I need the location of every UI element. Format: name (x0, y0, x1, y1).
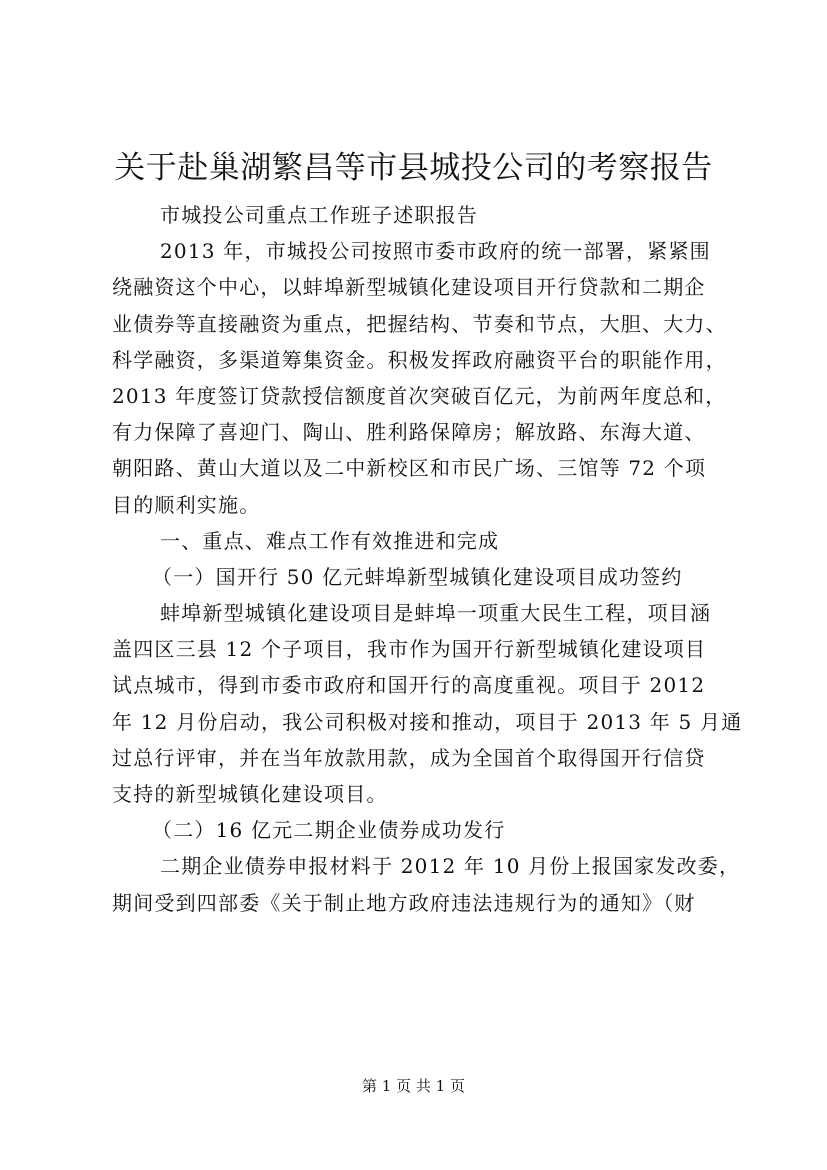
paragraph-line: 业债券等直接融资为重点，把握结构、节奏和节点，大胆、大力、 (112, 311, 727, 336)
paragraph-line: 年 12 月份启动，我公司积极对接和推动，项目于 2013 年 5 月通 (112, 709, 743, 734)
paragraph-line: 科学融资，多渠道筹集资金。积极发挥政府融资平台的职能作用， (112, 347, 727, 372)
paragraph-line: 绕融资这个中心，以蚌埠新型城镇化建设项目开行贷款和二期企 (112, 275, 706, 300)
paragraph-line: 2013 年，市城投公司按照市委市政府的统一部署，紧紧围 (160, 239, 711, 264)
document-body (112, 197, 743, 921)
paragraph-line: 过总行评审，并在当年放款用款，成为全国首个取得国开行信贷 (112, 745, 706, 770)
page-footer: 第 1 页 共 1 页 (362, 1077, 465, 1095)
document-title: 关于赴巢湖繁昌等市县城投公司的考察报告 (114, 150, 713, 186)
paragraph-line: 支持的新型城镇化建设项目。 (112, 782, 388, 806)
subsection-heading: （二）16 亿元二期企业债券成功发行 (152, 818, 506, 843)
subsection-heading: （一）国开行 50 亿元蚌埠新型城镇化建设项目成功签约 (152, 564, 683, 589)
subtitle-line: 市城投公司重点工作班子述职报告 (160, 203, 478, 227)
paragraph-line: 二期企业债券申报材料于 2012 年 10 月份上报国家发改委， (160, 854, 741, 879)
paragraph-line: 试点城市，得到市委市政府和国开行的高度重视。项目于 2012 (112, 673, 706, 698)
paragraph-line: 有力保障了喜迎门、陶山、胜利路保障房；解放路、东海大道、 (112, 420, 706, 445)
paragraph-line: 目的顺利实施。 (112, 492, 261, 517)
paragraph-line: 期间受到四部委《关于制止地方政府违法违规行为的通知》（财 (112, 890, 696, 915)
paragraph-line: 2013 年度签订贷款授信额度首次突破百亿元，为前两年度总和， (112, 383, 727, 408)
paragraph-line: 蚌埠新型城镇化建设项目是蚌埠一项重大民生工程，项目涵 (160, 601, 712, 626)
paragraph-line: 盖四区三县 12 个子项目，我市作为国开行新型城镇化建设项目 (112, 637, 707, 662)
paragraph-line: 朝阳路、黄山大道以及二中新校区和市民广场、三馆等 72 个项 (112, 456, 707, 481)
section-heading: 一、重点、难点工作有效推进和完成 (160, 528, 500, 553)
